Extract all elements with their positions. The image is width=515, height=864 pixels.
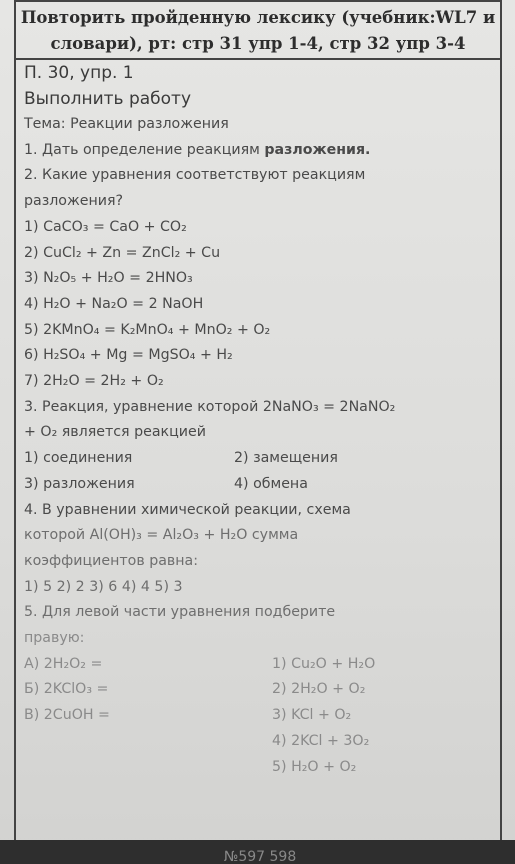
question-3-line-2: + O₂ является реакцией (24, 424, 206, 441)
question-5-line-2: правую: (24, 630, 85, 647)
option-1: 1) соединения (24, 450, 133, 467)
question-3-line-1: 3. Реакция, уравнение которой 2NaNO₃ = 2NaNO₂ (24, 398, 396, 415)
header-line-1: Повторить пройденную лексику (учебник:WL7 и (20, 8, 496, 27)
equation-item: 7) 2H₂O = 2H₂ + O₂ (24, 373, 164, 390)
left-item: Б) 2KClO₃ = (24, 681, 109, 698)
equation-item: 3) N₂O₅ + H₂O = 2HNO₃ (24, 270, 193, 287)
option-4: 4) обмена (234, 475, 308, 492)
equation-item: 6) H₂SO₄ + Mg = MgSO₄ + H₂ (24, 347, 233, 364)
right-item: 1) Cu₂O + H₂O (272, 655, 376, 672)
option-3: 3) разложения (24, 475, 135, 492)
question-4-line-3: коэффициентов равна: (24, 552, 199, 569)
question-4-answers: 1) 5 2) 2 3) 6 4) 4 5) 3 (24, 578, 183, 595)
equation-item: 1) CaCO₃ = CaO + CO₂ (24, 218, 187, 235)
question-4-line-1: 4. В уравнении химической реакции, схема (24, 501, 351, 518)
right-item: 2) 2H₂O + O₂ (272, 681, 366, 698)
homework-header (14, 0, 502, 60)
matching-row (24, 755, 500, 781)
question-5-line-1: 5. Для левой части уравнения подберите (24, 604, 336, 621)
equation-item: 5) 2KMnO₄ = K₂MnO₄ + MnO₂ + O₂ (24, 321, 271, 338)
equation-item: 2) CuCl₂ + Zn = ZnCl₂ + Cu (24, 244, 221, 261)
question-3-options-row (24, 472, 500, 498)
section-label: П. 30, упр. 1 (24, 63, 134, 83)
question-1-text: 1. Дать определение реакциям (24, 141, 265, 158)
question-2-line-2: разложения? (24, 193, 124, 210)
matching-row (24, 652, 500, 678)
option-2: 2) замещения (234, 450, 338, 467)
matching-row (24, 677, 500, 703)
page-number: №597 598 (223, 850, 297, 864)
left-item-empty (24, 755, 272, 781)
question-4-line-2: которой Al(OH)₃ = Al₂O₃ + H₂O сумма (24, 527, 299, 544)
task-label: Выполнить работу (24, 89, 192, 109)
matching-row (24, 703, 500, 729)
matching-row (24, 729, 500, 755)
topic-label: Тема: Реакции разложения (24, 116, 229, 132)
right-item: 3) KCl + O₂ (272, 707, 352, 724)
header-line-2: словари), рт: стр 31 упр 1-4, стр 32 упр 3-4 (50, 34, 466, 53)
question-2-line-1: 2. Какие уравнения соответствуют реакциям (24, 167, 366, 184)
worksheet-body (14, 60, 502, 840)
left-item: В) 2CuOH = (24, 707, 110, 724)
left-item-empty (24, 729, 272, 755)
question-1-bold: разложения. (264, 141, 371, 158)
right-item: 5) H₂O + O₂ (272, 758, 357, 775)
right-item: 4) 2KCl + 3O₂ (272, 732, 370, 749)
question-3-options-row (24, 446, 500, 472)
left-item: А) 2H₂O₂ = (24, 655, 103, 672)
question-1 (24, 138, 500, 164)
equation-item: 4) H₂O + Na₂O = 2 NaOH (24, 295, 204, 312)
